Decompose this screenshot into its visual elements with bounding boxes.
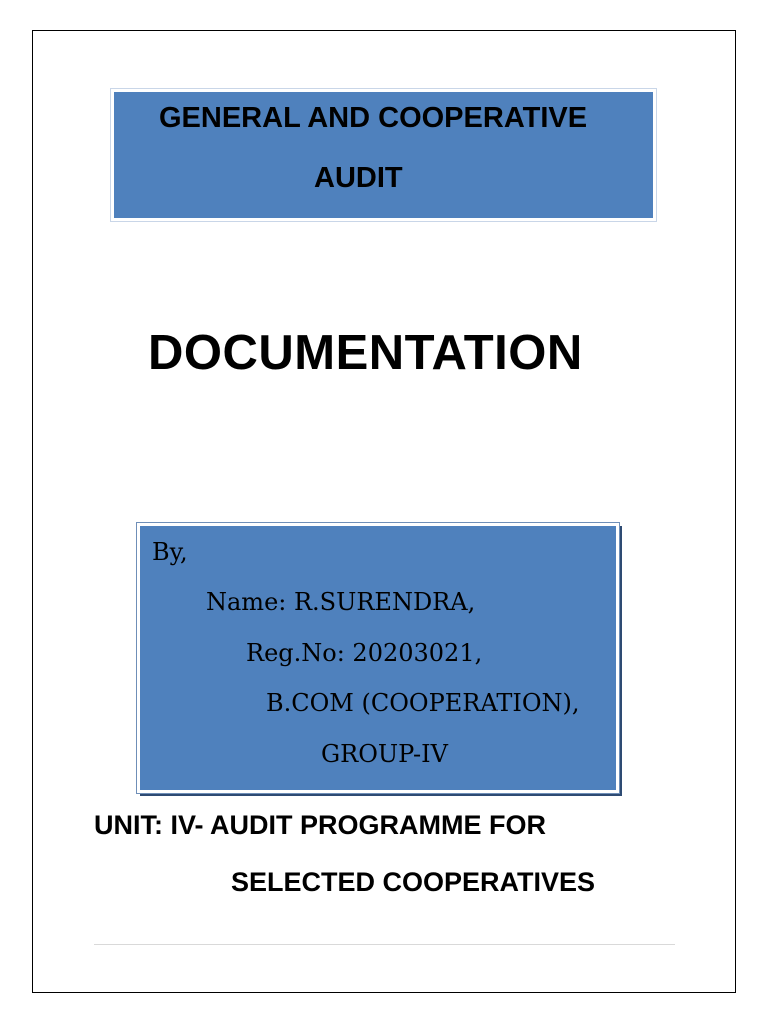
course-title-line-2: AUDIT (314, 162, 403, 194)
author-by-label: By, (152, 538, 188, 566)
course-title-box (111, 89, 656, 221)
author-name: Name: R.SURENDRA, (206, 588, 476, 616)
document-heading: DOCUMENTATION (148, 326, 583, 380)
author-details-box (137, 523, 619, 793)
course-title-line-1: GENERAL AND COOPERATIVE (159, 102, 588, 134)
unit-title-line-1: UNIT: IV- AUDIT PROGRAMME FOR (94, 810, 546, 840)
unit-title-line-2: SELECTED COOPERATIVES (231, 867, 596, 897)
footer-divider (94, 944, 675, 945)
author-reg-no: Reg.No: 20203021, (246, 639, 483, 667)
author-group: GROUP-IV (321, 740, 448, 768)
author-degree: B.COM (COOPERATION), (266, 689, 580, 717)
